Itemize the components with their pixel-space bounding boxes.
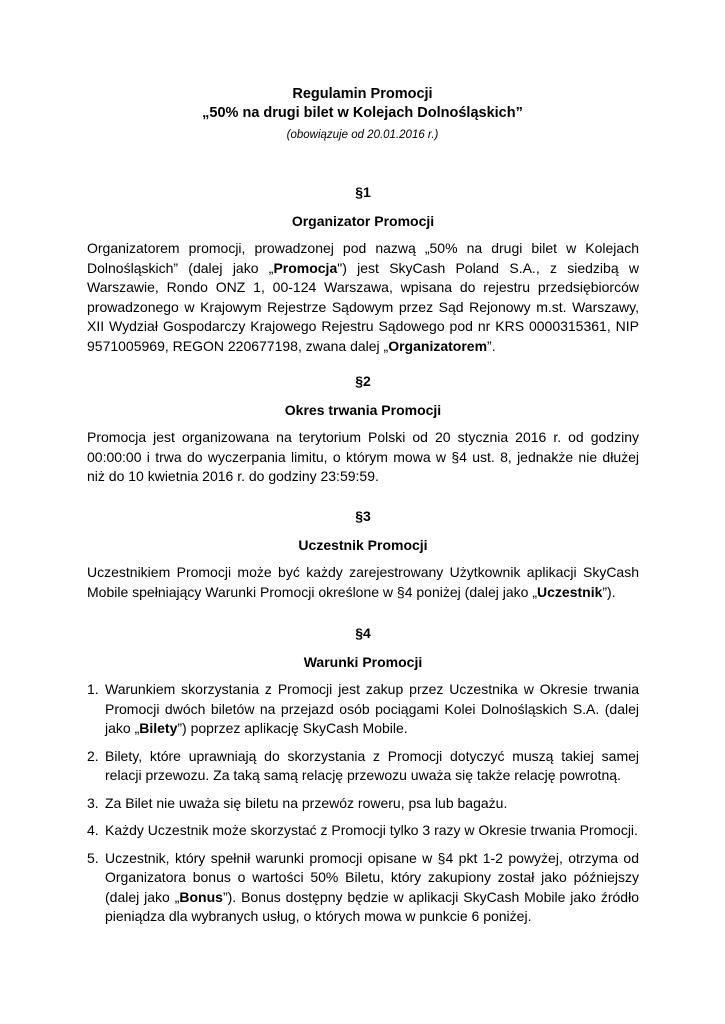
section-title: Organizator Promocji	[291, 213, 435, 229]
bold-term: Promocja	[273, 259, 338, 276]
text-run: Uczestnik, który spełnił warunki promocji opisane w §4 pkt 1-2 powyżej, otrzyma od Organizatora bonus o wartości 50% Biletu, który zakupiony został jako późniejszy (dalej jako „	[105, 849, 639, 905]
text-run: ”). Bonus dostępny będzie w aplikacji SkyCash Mobile jako źródło pieniądza dla wybranych usług, o których mowa w punkcie 6 poniżej.	[105, 888, 639, 924]
section-body: Promocja jest organizowana na terytorium Polski od 20 stycznia 2016 r. od godziny 00:00:00 i trwa do wyczerpania limitu, o którym mowa w §4 ust. 8, jednakże nie dłużej niż do 10 kwietnia 2016 r. do godziny 23:59:59.	[87, 429, 639, 484]
text-run: Organizatorem promocji, prowadzonej pod nazwą „50% na drugi bilet w Kolejach Dolnośląskich” (dalej jako „	[87, 240, 639, 276]
section-2	[87, 372, 639, 487]
text-run: Warunkiem skorzystania z Promocji jest zakup przez Uczestnika w Okresie trwania Promocji dwóch biletów na przejazd osób pociągami Kolei Dolnośląskich S.A. (dalej jako „	[105, 681, 639, 736]
section-title: Warunki Promocji	[303, 654, 423, 670]
list-number: 4.	[87, 822, 99, 838]
list-number: 2.	[87, 747, 99, 764]
text-run: ”).	[602, 583, 616, 600]
text-run: Każdy Uczestnik może skorzystać z Promocji tylko 3 razy w Okresie trwania Promocji.	[105, 822, 638, 838]
list-item	[87, 849, 639, 927]
section-number: §1	[355, 184, 371, 200]
list-number: 1.	[87, 681, 99, 697]
bold-term: Bilety	[139, 720, 178, 736]
list-item	[87, 747, 639, 786]
list-item	[87, 794, 639, 814]
document-title: Regulamin Promocji	[292, 86, 433, 102]
section-1	[87, 183, 639, 356]
section-number: §2	[355, 373, 371, 389]
document-header	[0, 85, 725, 143]
conditions-list	[87, 680, 639, 927]
section-4	[87, 624, 639, 935]
bold-term: Organizatorem	[388, 337, 488, 354]
section-body	[87, 239, 639, 356]
section-body	[87, 563, 639, 602]
text-run: ”.	[487, 337, 496, 354]
list-number: 3.	[87, 794, 99, 811]
document-subtitle: „50% na drugi bilet w Kolejach Dolnośląskich”	[202, 105, 523, 121]
text-run: ") jest SkyCash Poland S.A., z siedzibą w Warszawie, Rondo ONZ 1, 00-124 Warszawa, wpisana do rejestru przedsiębiorców prowadzonego w Krajowym Rejestrze Sądowym przez Sąd Rejonowy m.st. Warszawy, XII Wydział Gospodarczy Krajowego Rejestru Sądowego pod nr KRS 0000315361, NIP 9571005969, REGON 220677198, zwana dalej „	[87, 259, 639, 354]
text-run: Uczestnikiem Promocji może być każdy zarejestrowany Użytkownik aplikacji SkyCash Mobile spełniający Warunki Promocji określone w §4 poniżej (dalej jako „	[87, 564, 639, 600]
text-run: Za Bilet nie uważa się biletu na przewóz roweru, psa lub bagażu.	[105, 794, 508, 811]
list-item	[87, 821, 639, 841]
list-item	[87, 680, 639, 739]
section-title: Okres trwania Promocji	[284, 402, 442, 418]
section-title: Uczestnik Promocji	[298, 537, 428, 553]
bold-term: Bonus	[179, 888, 223, 905]
section-3	[87, 507, 639, 602]
list-number: 5.	[87, 849, 99, 866]
effective-date: (obowiązuje od 20.01.2016 r.)	[286, 129, 439, 141]
section-number: §3	[355, 508, 371, 524]
text-run: ”) poprzez aplikację SkyCash Mobile.	[177, 720, 408, 736]
text-run: Bilety, które uprawniają do skorzystania z Promocji dotyczyć muszą takiej samej relacji przewozu. Za taką samą relację przewozu uważa się także relację powrotną.	[105, 747, 639, 783]
section-number: §4	[355, 625, 371, 641]
bold-term: Uczestnik	[537, 583, 603, 600]
